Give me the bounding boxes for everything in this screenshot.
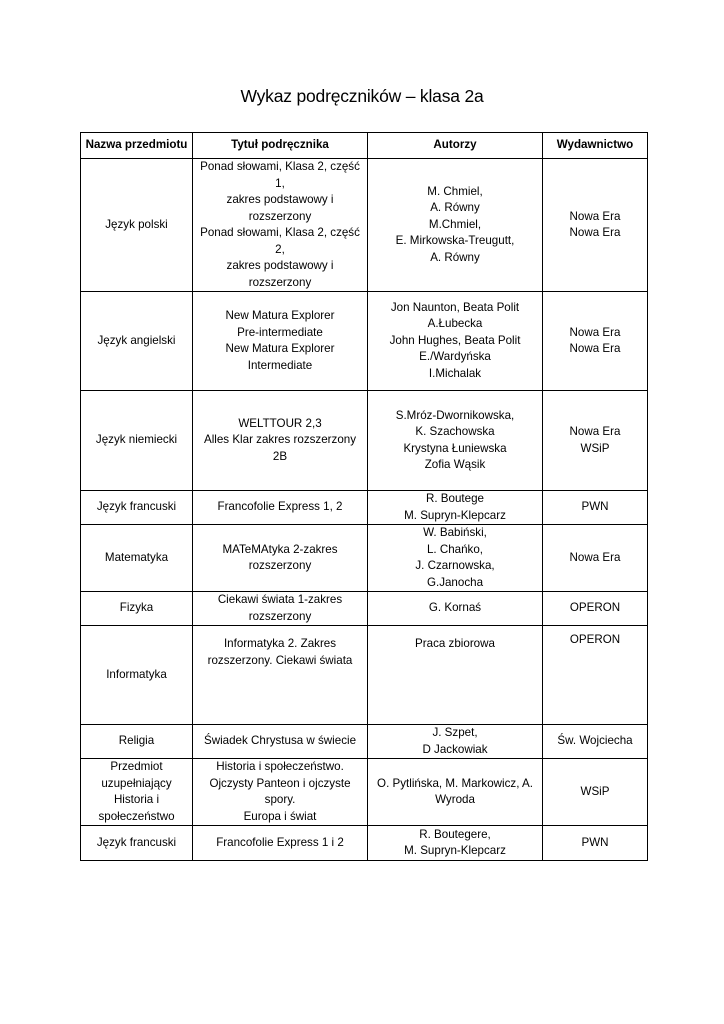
title-cell: Francofolie Express 1, 2 [193, 491, 368, 525]
table-row [81, 491, 648, 525]
page-title: Wykaz podręczników – klasa 2a [240, 86, 484, 106]
book-title: Ponad słowami, Klasa 2, część 1, zakres podstawowy i rozszerzony [200, 160, 360, 223]
book-publisher: Nowa Era [569, 425, 621, 438]
publisher-cell: WSiP [543, 759, 648, 826]
publisher-cell: PWN [543, 491, 648, 525]
authors-cell: R. Boutegere, M. Supryn-Klepcarz [368, 826, 543, 861]
book-authors: John Hughes, Beata Polit E./Wardyńska I.Michalak [389, 333, 521, 380]
subject-cell: Matematyka [81, 525, 193, 592]
title-cell: Ciekawi świata 1-zakres rozszerzony [193, 592, 368, 626]
title-cell: Historia i społeczeństwo. Ojczysty Panteon i ojczyste spory. Europa i świat [193, 759, 368, 826]
book-title: WELTTOUR 2,3 [238, 416, 322, 430]
authors-cell [368, 391, 543, 491]
title-cell [193, 292, 368, 391]
title-cell: Świadek Chrystusa w świecie [193, 725, 368, 759]
authors-cell: W. Babiński, L. Chańko, J. Czarnowska, G.Janocha [368, 525, 543, 592]
authors-cell: Praca zbiorowa [368, 626, 543, 725]
table-row [81, 725, 648, 759]
book-title: Ponad słowami, Klasa 2, część 2, zakres podstawowy i rozszerzony [200, 226, 360, 289]
textbook-table [80, 132, 648, 861]
authors-cell: R. Boutege M. Supryn-Klepcarz [368, 491, 543, 525]
book-publisher: Nowa Era [569, 209, 621, 223]
subject-cell: Język angielski [81, 292, 193, 391]
book-authors: M. Chmiel, A. Równy [427, 184, 483, 215]
table-row [81, 525, 648, 592]
subject-cell: Język polski [81, 159, 193, 292]
table-row [81, 159, 648, 292]
publisher-cell [543, 159, 648, 292]
column-header-authors: Autorzy [368, 133, 543, 159]
book-publisher: Nowa Era [569, 325, 621, 339]
book-authors: M.Chmiel, E. Mirkowska-Treugutt, A. Równy [395, 217, 515, 264]
subject-cell: Język niemiecki [81, 391, 193, 491]
book-title: New Matura Explorer Pre-intermediate [225, 309, 335, 339]
subject-cell: Przedmiot uzupełniający Historia i społeczeństwo [81, 759, 193, 826]
authors-cell: O. Pytlińska, M. Markowicz, A. Wyroda [368, 759, 543, 826]
publisher-cell: PWN [543, 826, 648, 861]
book-publisher: Nowa Era [569, 226, 621, 239]
book-title: Alles Klar zakres rozszerzony 2B [203, 433, 357, 463]
book-publisher: WSiP [580, 441, 610, 455]
title-cell: Francofolie Express 1 i 2 [193, 826, 368, 861]
subject-cell: Informatyka [81, 626, 193, 725]
table-row [81, 292, 648, 391]
title-cell [193, 391, 368, 491]
column-header-publisher: Wydawnictwo [543, 133, 648, 159]
publisher-cell: OPERON [543, 626, 648, 725]
publisher-cell [543, 292, 648, 391]
authors-cell [368, 159, 543, 292]
title-cell: Informatyka 2. Zakres rozszerzony. Ciekawi świata [193, 626, 368, 725]
publisher-cell: Św. Wojciecha [543, 725, 648, 759]
table-row [81, 626, 648, 725]
title-cell [193, 159, 368, 292]
book-title: New Matura Explorer Intermediate [225, 342, 335, 372]
subject-cell: Język francuski [81, 826, 193, 861]
publisher-cell [543, 391, 648, 491]
table-row [81, 759, 648, 826]
book-authors: S.Mróz-Dwornikowska, K. Szachowska [395, 408, 515, 438]
table-row [81, 826, 648, 861]
authors-cell: G. Kornaś [368, 592, 543, 626]
column-header-subject: Nazwa przedmiotu [81, 133, 193, 159]
table-header-row [81, 133, 648, 159]
table-row [81, 391, 648, 491]
subject-cell: Fizyka [81, 592, 193, 626]
book-publisher: Nowa Era [569, 342, 621, 355]
publisher-cell: Nowa Era [543, 525, 648, 592]
table-row [81, 592, 648, 626]
subject-cell: Język francuski [81, 491, 193, 525]
book-authors: Krystyna Łuniewska Zofia Wąsik [403, 441, 507, 471]
authors-cell: J. Szpet, D Jackowiak [368, 725, 543, 759]
title-cell: MATeMAtyka 2-zakres rozszerzony [193, 525, 368, 592]
column-header-title: Tytuł podręcznika [193, 133, 368, 159]
subject-cell: Religia [81, 725, 193, 759]
authors-cell [368, 292, 543, 391]
publisher-cell: OPERON [543, 592, 648, 626]
book-authors: Jon Naunton, Beata Polit A.Łubecka [390, 300, 520, 331]
